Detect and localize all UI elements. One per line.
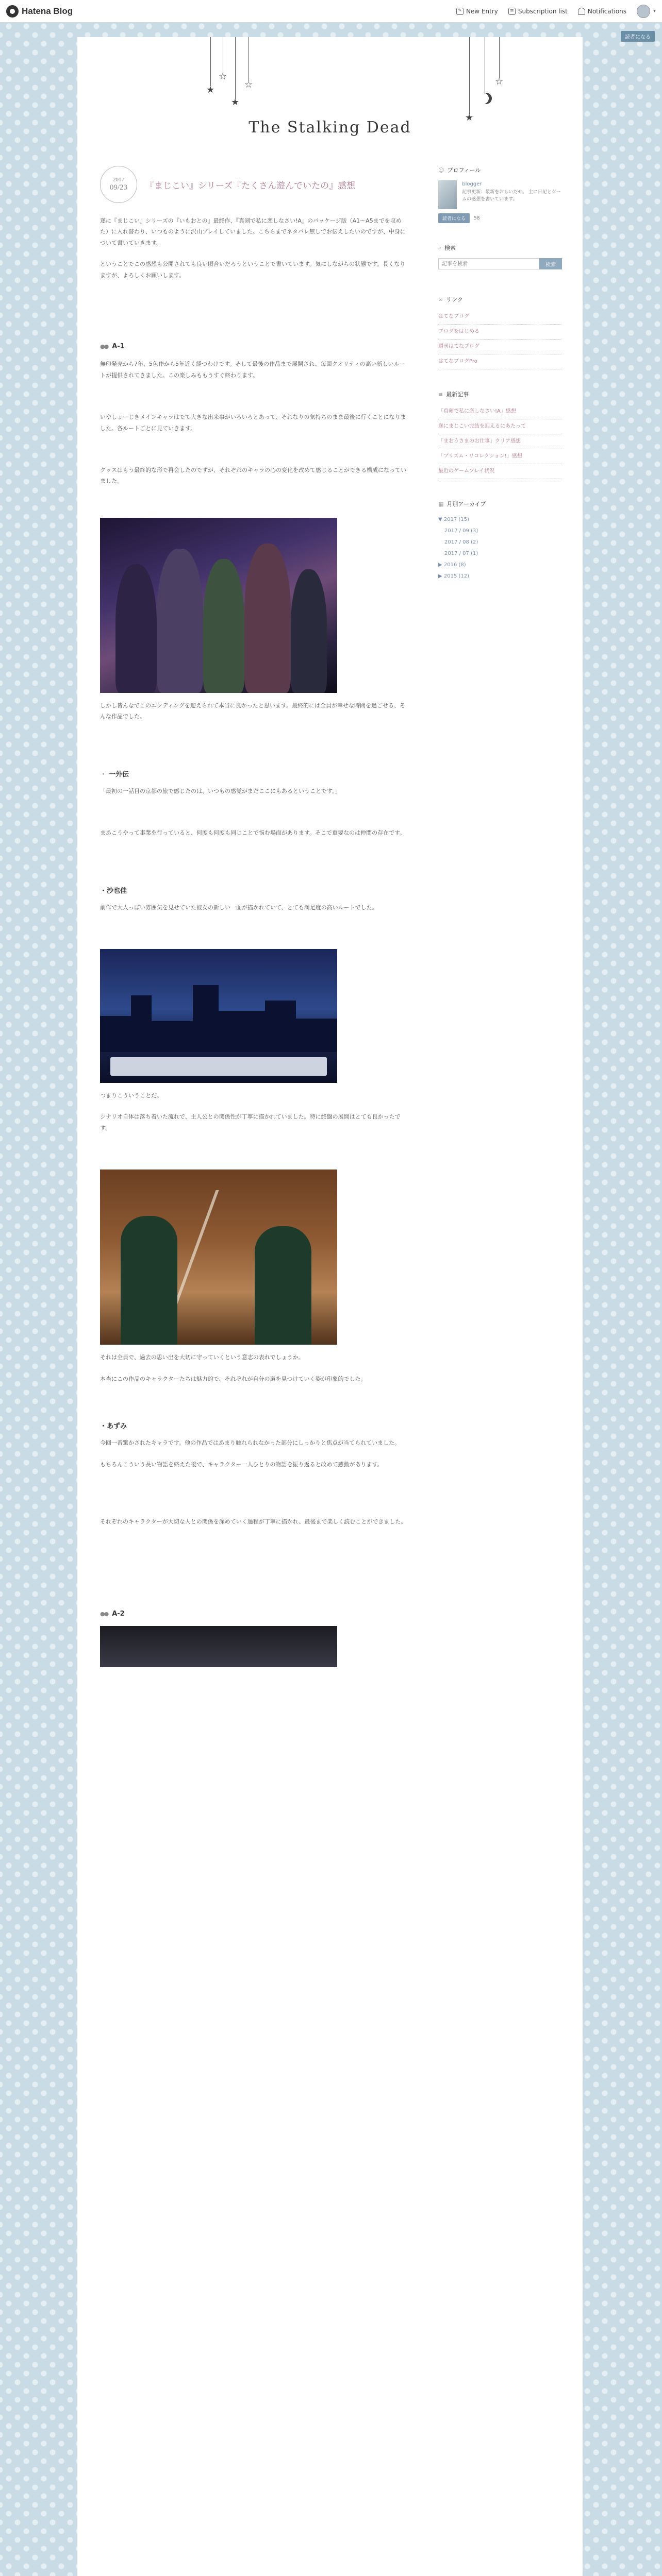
hanging-line <box>235 37 236 99</box>
entry-paragraph: 今回一番驚かされたキャラです。他の作品ではあまり触れられなかった部分にしっかりと焦点が当てられていました。 <box>100 1439 401 1447</box>
hatena-logo-text: Hatena Blog <box>22 6 73 16</box>
profile-heading <box>438 166 562 174</box>
section-bullet-icon: ●● <box>100 1610 108 1617</box>
subscription-list-label: Subscription list <box>518 7 568 15</box>
link-item[interactable]: 週刊はてなブログ <box>438 340 562 354</box>
character-figure <box>244 544 291 693</box>
global-header <box>0 0 662 23</box>
links-heading-text: リンク <box>446 296 463 303</box>
profile-name[interactable]: blogger <box>462 181 482 187</box>
archive-item[interactable]: 2017 / 07 (1) <box>444 551 478 556</box>
new-entry-button[interactable] <box>456 8 498 15</box>
profile-text <box>462 180 562 209</box>
character-figure <box>203 559 244 693</box>
search-input[interactable] <box>438 258 539 269</box>
game-screenshot-night-city <box>100 949 337 1083</box>
subheading-sayaka: ・沙也佳 <box>100 887 127 895</box>
new-entry-label: New Entry <box>466 7 498 15</box>
entry-paragraph: シナリオ自体は落ち着いた流れで、主人公との関係性が丁寧に描かれていました。特に終盤の展開はとても良かったです。 <box>100 1113 401 1131</box>
recent-heading-text: 最新記事 <box>446 391 469 398</box>
links-heading <box>438 295 562 303</box>
game-screenshot-staircase <box>100 1170 337 1345</box>
entry-paragraph: 前作で大人っぽい雰囲気を見せていた彼女の新しい一面が描かれていて、とても満足度の高いルートでした。 <box>100 904 378 911</box>
reader-row <box>438 213 562 223</box>
entry-paragraph: 「最初の一話目の京都の旅で感じたのは、いつもの感覚がまだここにもあるということです。」 <box>100 787 341 794</box>
user-avatar[interactable] <box>637 5 650 18</box>
hanging-line <box>499 37 500 78</box>
image-caption: しかし皆んなでこのエンディングを迎えられて本当に良かったと思います。最終的には全員が幸せな時間を過ごせる、そんな作品でした。 <box>100 702 406 720</box>
subscribe-button[interactable]: 読者になる <box>438 213 470 223</box>
character-figure <box>115 564 157 693</box>
recent-entry-link[interactable]: 「プリズム・リコレクション!」感想 <box>438 449 562 464</box>
moon-icon <box>477 93 489 104</box>
entry-paragraph: 遂に『まじこい』シリーズの『いもおとの』最終作、『真剣で私に恋しなさい!A』のパッケージ版（A1〜A5までを収めた）に入れ替わり、いつものように沢山プレイしていました。こちらまでネタバレ無しでお伝えしたいのですが、中身について書いていきます。 <box>100 217 406 246</box>
entry-date-year: 2017 <box>113 177 124 183</box>
star-icon: ☆ <box>495 76 504 87</box>
pencil-icon: ✎ <box>456 8 464 15</box>
building-silhouette <box>100 1016 131 1052</box>
archive-heading-text: 月別アーカイブ <box>446 501 486 507</box>
entry-header <box>100 166 409 203</box>
star-icon: ★ <box>206 84 215 95</box>
link-item[interactable]: ブログをはじめる <box>438 325 562 340</box>
entry-paragraph: もちろんこういう長い物語を終えた後で、キャラクター一人ひとりの物語を振り返ると改めて感動があります。 <box>100 1461 383 1468</box>
subheading-kazuko <box>100 769 409 778</box>
bullet-dot: ・ <box>100 770 107 778</box>
search-heading-text: 検索 <box>444 245 456 251</box>
entry-date[interactable] <box>100 166 137 203</box>
search-heading <box>438 244 562 252</box>
archive-item[interactable]: ▼ 2017 (15) <box>438 517 470 522</box>
hatena-logo[interactable] <box>6 5 73 18</box>
subscription-list-button[interactable] <box>508 8 568 15</box>
blog-header <box>77 37 583 161</box>
link-item[interactable]: はてなブログPro <box>438 354 562 369</box>
list-icon: ≡ <box>508 8 516 15</box>
link-item[interactable]: はてなブログ <box>438 310 562 325</box>
entry-main <box>100 166 409 1674</box>
star-icon: ☆ <box>219 71 227 82</box>
blog-container <box>77 37 583 2576</box>
archive-item[interactable]: ▶ 2016 (8) <box>438 562 466 568</box>
building-silhouette <box>296 1019 337 1052</box>
link-icon: ∞ <box>438 296 443 303</box>
image-caption: それは全員で、過去の思い出を大切に守っていくという意志の表れでしょうか。 <box>100 1354 304 1361</box>
recent-entry-link[interactable]: 「真剣で私に恋しなさい!A」感想 <box>438 404 562 419</box>
image-caption: つまりこういうことだ。 <box>100 1092 162 1099</box>
recent-entry-link[interactable]: 「まおうさまのお仕事」クリア感想 <box>438 434 562 449</box>
star-icon: ★ <box>465 112 474 123</box>
profile-avatar[interactable] <box>438 180 457 209</box>
recent-entries-list <box>438 404 562 479</box>
character-figure <box>121 1216 177 1345</box>
dialogue-box <box>110 1057 327 1076</box>
section-heading-a2 <box>100 1610 409 1618</box>
hanging-line <box>210 37 211 86</box>
subheading-text: 一外伝 <box>109 770 129 778</box>
calendar-icon: ▦ <box>438 500 444 507</box>
building-silhouette <box>219 1011 265 1052</box>
subscribe-badge[interactable]: 読者になる <box>621 31 655 42</box>
building-silhouette <box>152 1021 193 1052</box>
character-figure <box>291 569 327 693</box>
game-screenshot-group <box>100 518 337 693</box>
profile-description: 記事更新：最新をおもいだせ。 主に日記とゲームの感想を書いています。 <box>462 190 561 202</box>
section-bullet-icon: ●● <box>100 343 108 350</box>
recent-entry-link[interactable]: 遂にまじこい完結を迎えるにあたって <box>438 419 562 434</box>
entry-paragraph: 無印発売から7年、5色作から5年近く経つわけです。そして最後の作品まで展開され、毎回クオリティの高い新しいルートが提供されてきました。この楽しみももうすぐ終わります。 <box>100 361 405 379</box>
hanging-line <box>469 37 470 114</box>
character-figure <box>255 1226 311 1345</box>
star-icon: ★ <box>231 97 240 108</box>
entry-paragraph: クッスはもう最終的な形で再会したのですが、それぞれのキャラの心の変化を改めて感じることができる構成になっていました。 <box>100 466 406 485</box>
bell-icon <box>578 8 585 15</box>
entry-paragraph: 本当にこの作品のキャラクターたちは魅力的で、それぞれが自分の道を見つけていく姿が印象的でした。 <box>100 1375 367 1382</box>
entry-paragraph: ということでこの感想も公開されても良い頃合いだろうということで書いています。気にしながらの状態です。長くなりますが、よろしくお願いします。 <box>100 261 406 279</box>
recent-entry-link[interactable]: 最近のゲームプレイ状況 <box>438 464 562 479</box>
global-header-menu <box>456 5 656 18</box>
links-list <box>438 310 562 369</box>
character-figure <box>157 549 203 693</box>
entry-paragraph: いやしょーじきメインキャラはでて大きな出来事がいろいろとあって、それなりの気持ちのまま最後に行くことになりました。各ルートごとに見ていきます。 <box>100 414 406 432</box>
search-icon: ⌕ <box>438 244 442 251</box>
notifications-label: Notifications <box>587 7 626 15</box>
person-icon: ☺ <box>438 166 444 174</box>
reader-count: 58 <box>474 215 480 221</box>
section-heading-a1 <box>100 343 409 350</box>
profile-box <box>438 180 562 209</box>
subheading-azumi: ・あずみ <box>100 1422 127 1431</box>
building-silhouette <box>265 1001 296 1052</box>
search-form <box>438 258 562 269</box>
entry-paragraph: それぞれのキャラクターが大切な人との関係を深めていく過程が丁寧に描かれ、最後まで楽しく読むことができました。 <box>100 1518 407 1526</box>
recent-heading <box>438 390 562 398</box>
archive-list <box>438 514 562 582</box>
entry-paragraph: まあこうやって事業を行っていると、何度も何度も同じことで悩む場面があります。そこで重要なのは仲間の存在です。 <box>100 829 406 837</box>
hatena-logo-icon <box>6 5 19 18</box>
building-silhouette <box>131 995 152 1052</box>
archive-item[interactable]: 2017 / 09 (3) <box>444 528 478 534</box>
archive-item[interactable]: 2017 / 08 (2) <box>444 539 478 545</box>
blog-title[interactable]: The Stalking Dead <box>249 118 411 137</box>
entry-date-monthday: 09/23 <box>109 183 128 192</box>
profile-heading-text: プロフィール <box>447 167 481 174</box>
sidebar <box>438 166 562 603</box>
section-heading-text: A-2 <box>112 1609 125 1618</box>
game-screenshot-partial <box>100 1626 337 1667</box>
star-icon: ☆ <box>244 79 253 90</box>
search-button[interactable]: 検索 <box>539 258 562 269</box>
section-heading-text: A-1 <box>112 343 125 351</box>
list-icon: ≡ <box>438 391 443 398</box>
entry-title[interactable]: 『まじこい』シリーズ『たくさん遊んでいたの』感想 <box>145 180 356 191</box>
archive-heading <box>438 500 562 508</box>
chevron-down-icon[interactable]: ▾ <box>653 8 656 14</box>
notifications-button[interactable] <box>578 8 626 15</box>
building-silhouette <box>193 985 219 1052</box>
archive-item[interactable]: ▶ 2015 (12) <box>438 573 470 579</box>
